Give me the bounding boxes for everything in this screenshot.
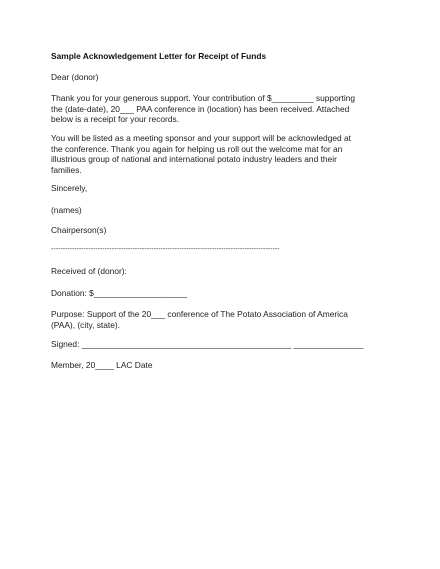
- paragraph-line: the (date-date), 20___ PAA conference in (location) has been received. Attached: [51, 103, 350, 114]
- purpose-text: Purpose: Support of the 20___ conference of The Potato Association of America: [51, 309, 348, 319]
- salutation: Dear (donor): [51, 72, 99, 82]
- paragraph-line: families.: [51, 164, 82, 175]
- paragraph-line: Thank you for your generous support. Your contribution of $_________ supporting: [51, 93, 356, 103]
- cut-line-divider: --------------------------------------------------------------------------------------------------: [51, 246, 280, 253]
- donation-line: Donation: $____________________: [51, 288, 187, 298]
- received-of-line: Received of (donor):: [51, 266, 127, 276]
- paragraph-line: You will be listed as a meeting sponsor and your support will be acknowledged at: [51, 133, 351, 143]
- closing: Sincerely,: [51, 183, 88, 193]
- letter-title: Sample Acknowledgement Letter for Receipt of Funds: [51, 51, 267, 61]
- signed-line: Signed: _____________________________________________ _______________: [51, 339, 364, 349]
- member-date-line: Member, 20____ LAC Date: [51, 360, 153, 370]
- paragraph-sponsor: [51, 133, 381, 175]
- paragraph-line: below is a receipt for your records.: [51, 114, 180, 125]
- paragraph-contribution: [51, 93, 381, 125]
- signer-names: (names): [51, 205, 82, 215]
- paragraph-line: the conference. Thank you again for helping us roll out the welcome mat for an: [51, 143, 343, 154]
- purpose-line: [51, 309, 381, 330]
- purpose-text: (PAA), (city, state).: [51, 319, 121, 330]
- paragraph-line: illustrious group of national and international potato industry leaders and their: [51, 154, 337, 165]
- signer-position: Chairperson(s): [51, 225, 107, 235]
